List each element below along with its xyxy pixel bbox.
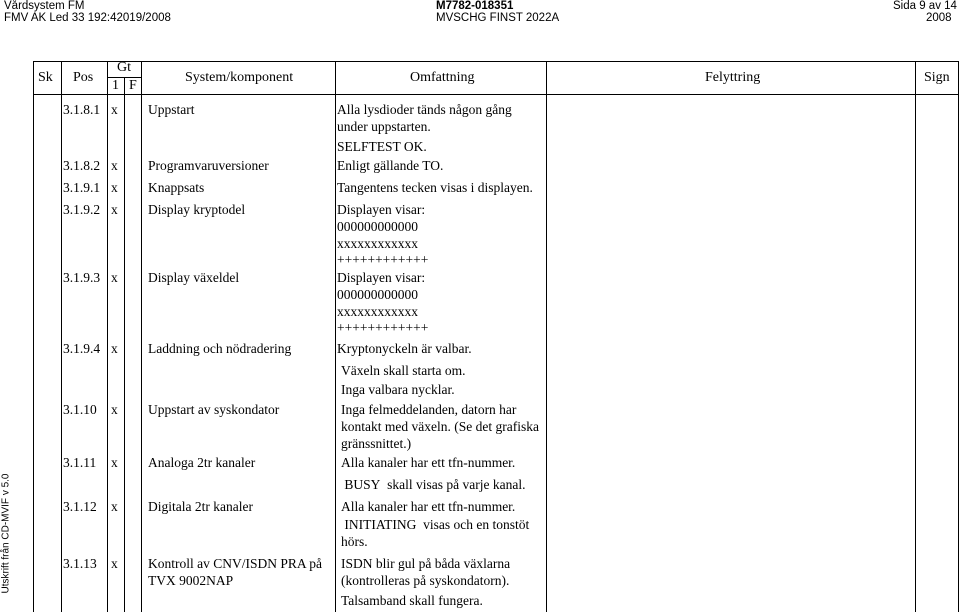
row-omfattning-line: ++++++++++++: [337, 252, 429, 267]
column-header-pos: Pos: [73, 70, 94, 85]
row-omfattning-line: Tangentens tecken visas i displayen.: [337, 180, 533, 195]
row-pos: 3.1.8.2: [63, 158, 101, 173]
row-pos: 3.1.11: [63, 455, 97, 470]
row-omfattning-line: Talsamband skall fungera.: [341, 593, 483, 608]
row-omfattning-line: Alla lysdioder tänds någon gång: [337, 102, 512, 117]
column-header-gt-f: F: [129, 78, 137, 93]
row-check: x: [111, 499, 118, 514]
row-check: x: [111, 341, 118, 356]
row-check: x: [111, 158, 118, 173]
row-omfattning-line: Inga felmeddelanden, datorn har: [341, 402, 517, 417]
row-system: Uppstart av syskondator: [148, 402, 280, 417]
column-header-gt-1: 1: [112, 78, 119, 93]
row-check: x: [111, 102, 118, 117]
row-omfattning-line: ++++++++++++: [337, 320, 429, 335]
row-system: Uppstart: [148, 102, 195, 117]
row-omfattning-line: Växeln skall starta om.: [341, 363, 466, 378]
row-pos: 3.1.8.1: [63, 102, 101, 117]
row-check: x: [111, 455, 118, 470]
row-system: Digitala 2tr kanaler: [148, 499, 253, 514]
row-system: Kontroll av CNV/ISDN PRA på: [148, 556, 323, 571]
row-system: Display växeldel: [148, 270, 240, 285]
header-year: 2008: [926, 12, 952, 24]
row-omfattning-line: Alla kanaler har ett tfn-nummer.: [341, 499, 516, 514]
column-header-sign: Sign: [924, 70, 950, 85]
row-omfattning-line: kontakt med växeln. (Se det grafiska: [341, 419, 539, 434]
row-omfattning-line: hörs.: [341, 534, 368, 549]
row-system: Display kryptodel: [148, 202, 246, 217]
row-pos: 3.1.9.3: [63, 270, 101, 285]
row-omfattning-line: gränssnittet.): [341, 436, 412, 451]
row-omfattning-line: Inga valbara nycklar.: [341, 382, 455, 397]
column-header-gt: Gt: [117, 60, 131, 75]
row-pos: 3.1.13: [63, 556, 97, 571]
row-pos: 3.1.9.4: [63, 341, 101, 356]
row-pos: 3.1.12: [63, 499, 97, 514]
header-document-title: MVSCHG FINST 2022A: [436, 12, 560, 24]
row-omfattning-line: ISDN blir gul på båda växlarna: [341, 556, 511, 571]
row-check: x: [111, 556, 118, 571]
row-pos: 3.1.9.1: [63, 180, 101, 195]
row-omfattning-line: xxxxxxxxxxxx: [337, 236, 418, 251]
row-check: x: [111, 402, 118, 417]
row-pos: 3.1.10: [63, 402, 97, 417]
row-check: x: [111, 202, 118, 217]
row-system: TVX 9002NAP: [148, 573, 234, 588]
row-check: x: [111, 180, 118, 195]
row-omfattning-line: 000000000000: [337, 219, 418, 234]
column-header-system: System/komponent: [185, 70, 294, 85]
row-system: Analoga 2tr kanaler: [148, 455, 256, 470]
row-omfattning-line: INITIATING visas och en tonstöt: [341, 517, 530, 532]
header-page-number: Sida 9 av 14: [893, 0, 957, 12]
row-omfattning-line: Kryptonyckeln är valbar.: [337, 341, 472, 356]
row-omfattning-line: Displayen visar:: [337, 202, 426, 217]
row-system: Laddning och nödradering: [148, 341, 292, 356]
row-omfattning-line: 000000000000: [337, 287, 418, 302]
row-omfattning-line: SELFTEST OK.: [337, 139, 427, 154]
row-check: x: [111, 270, 118, 285]
row-omfattning-line: BUSY skall visas på varje kanal.: [341, 477, 526, 492]
row-omfattning-line: (kontrolleras på syskondatorn).: [341, 573, 510, 588]
row-pos: 3.1.9.2: [63, 202, 101, 217]
row-system: Programvaruversioner: [148, 158, 269, 173]
row-system: Knappsats: [148, 180, 205, 195]
column-header-omfattning: Omfattning: [410, 70, 475, 85]
header-document-number: M7782-018351: [436, 0, 514, 12]
column-header-sk: Sk: [38, 70, 53, 85]
header-system-name: Vårdsystem FM: [4, 0, 85, 12]
column-header-felyttring: Felyttring: [705, 70, 761, 85]
row-omfattning-line: under uppstarten.: [337, 119, 431, 134]
side-print-note: Utskrift från CD-MVIF v 5.0: [0, 473, 12, 594]
row-omfattning-line: xxxxxxxxxxxx: [337, 304, 418, 319]
header-document-id: FMV AK Led 33 192:42019/2008: [4, 12, 171, 24]
row-omfattning-line: Alla kanaler har ett tfn-nummer.: [341, 455, 516, 470]
row-omfattning-line: Displayen visar:: [337, 270, 426, 285]
row-omfattning-line: Enligt gällande TO.: [337, 158, 444, 173]
